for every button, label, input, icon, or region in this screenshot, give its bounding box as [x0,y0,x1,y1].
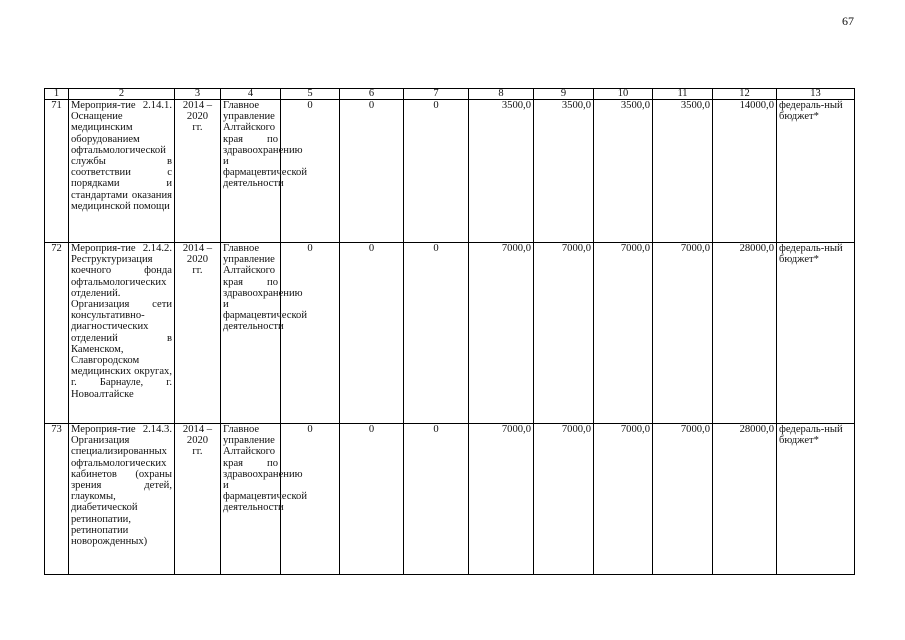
event-description: Мероприя-тие 2.14.3. Организация специализированных офтальмологических кабинетов (охраны зрения детей, глаукомы, диабетической ретинопатии, ретинопатии новорожденных) [69,424,175,575]
value-cell: 7000,0 [653,424,713,575]
period-line: 2020 [186,111,209,123]
total-cell: 28000,0 [713,243,777,424]
row-number: 73 [45,424,69,575]
period-line: гг. [192,265,203,277]
col-header: 2 [69,89,175,100]
col-header: 10 [594,89,653,100]
executor-cell: Главное управление Алтайского края по здравоохранению и фармацевтической деятельности [221,424,281,575]
funding-source-cell: федераль-ный бюджет* [777,424,855,575]
period-cell [175,100,221,243]
value-cell: 7000,0 [534,243,594,424]
period-line: 2020 [186,435,209,447]
col-header: 6 [340,89,404,100]
value-cell: 7000,0 [653,243,713,424]
value-cell: 0 [281,243,340,424]
value-cell: 0 [404,100,469,243]
period-cell [175,243,221,424]
table-row [45,424,855,575]
value-cell: 7000,0 [469,243,534,424]
col-header: 7 [404,89,469,100]
page-number: 67 [842,14,854,28]
col-header: 3 [175,89,221,100]
value-cell: 0 [340,100,404,243]
value-cell: 7000,0 [594,424,653,575]
total-cell: 14000,0 [713,100,777,243]
col-header: 1 [45,89,69,100]
period-line: 2014 – [182,243,213,254]
funding-source-cell: федераль-ный бюджет* [777,243,855,424]
value-cell: 0 [281,424,340,575]
col-header: 13 [777,89,855,100]
value-cell: 3500,0 [653,100,713,243]
value-cell: 3500,0 [534,100,594,243]
value-cell: 0 [281,100,340,243]
executor-cell: Главное управление Алтайского края по здравоохранению и фармацевтической деятельности [221,243,281,424]
total-cell: 28000,0 [713,424,777,575]
col-header: 8 [469,89,534,100]
value-cell: 7000,0 [534,424,594,575]
value-cell: 0 [404,424,469,575]
funding-source-cell: федераль-ный бюджет* [777,100,855,243]
value-cell: 3500,0 [469,100,534,243]
event-description: Мероприя-тие 2.14.2. Реструктуризация коечного фонда офтальмологических отделений. Организация сети консультативно-диагностических отделений в Каменском, Славгородском медицинских округах, г. Барнауле, г. Новоалтайске [69,243,175,424]
executor-cell: Главное управление Алтайского края по здравоохранению и фармацевтической деятельности [221,100,281,243]
header-row [45,89,855,100]
value-cell: 7000,0 [469,424,534,575]
value-cell: 0 [340,243,404,424]
col-header: 12 [713,89,777,100]
table-row [45,100,855,243]
value-cell: 0 [340,424,404,575]
value-cell: 0 [404,243,469,424]
col-header: 4 [221,89,281,100]
row-number: 71 [45,100,69,243]
period-line: 2014 – [182,100,213,111]
period-line: 2014 – [182,424,213,435]
row-number: 72 [45,243,69,424]
period-cell [175,424,221,575]
col-header: 11 [653,89,713,100]
period-line: 2020 [186,254,209,266]
period-line: гг. [192,446,203,458]
table-row [45,243,855,424]
period-line: гг. [192,122,203,134]
col-header: 9 [534,89,594,100]
col-header: 5 [281,89,340,100]
program-table [44,88,855,575]
value-cell: 3500,0 [594,100,653,243]
value-cell: 7000,0 [594,243,653,424]
event-description: Мероприя-тие 2.14.1. Оснащение медицинским оборудованием офтальмологической службы в соответствии с порядками и стандартами оказания медицинской помощи [69,100,175,243]
